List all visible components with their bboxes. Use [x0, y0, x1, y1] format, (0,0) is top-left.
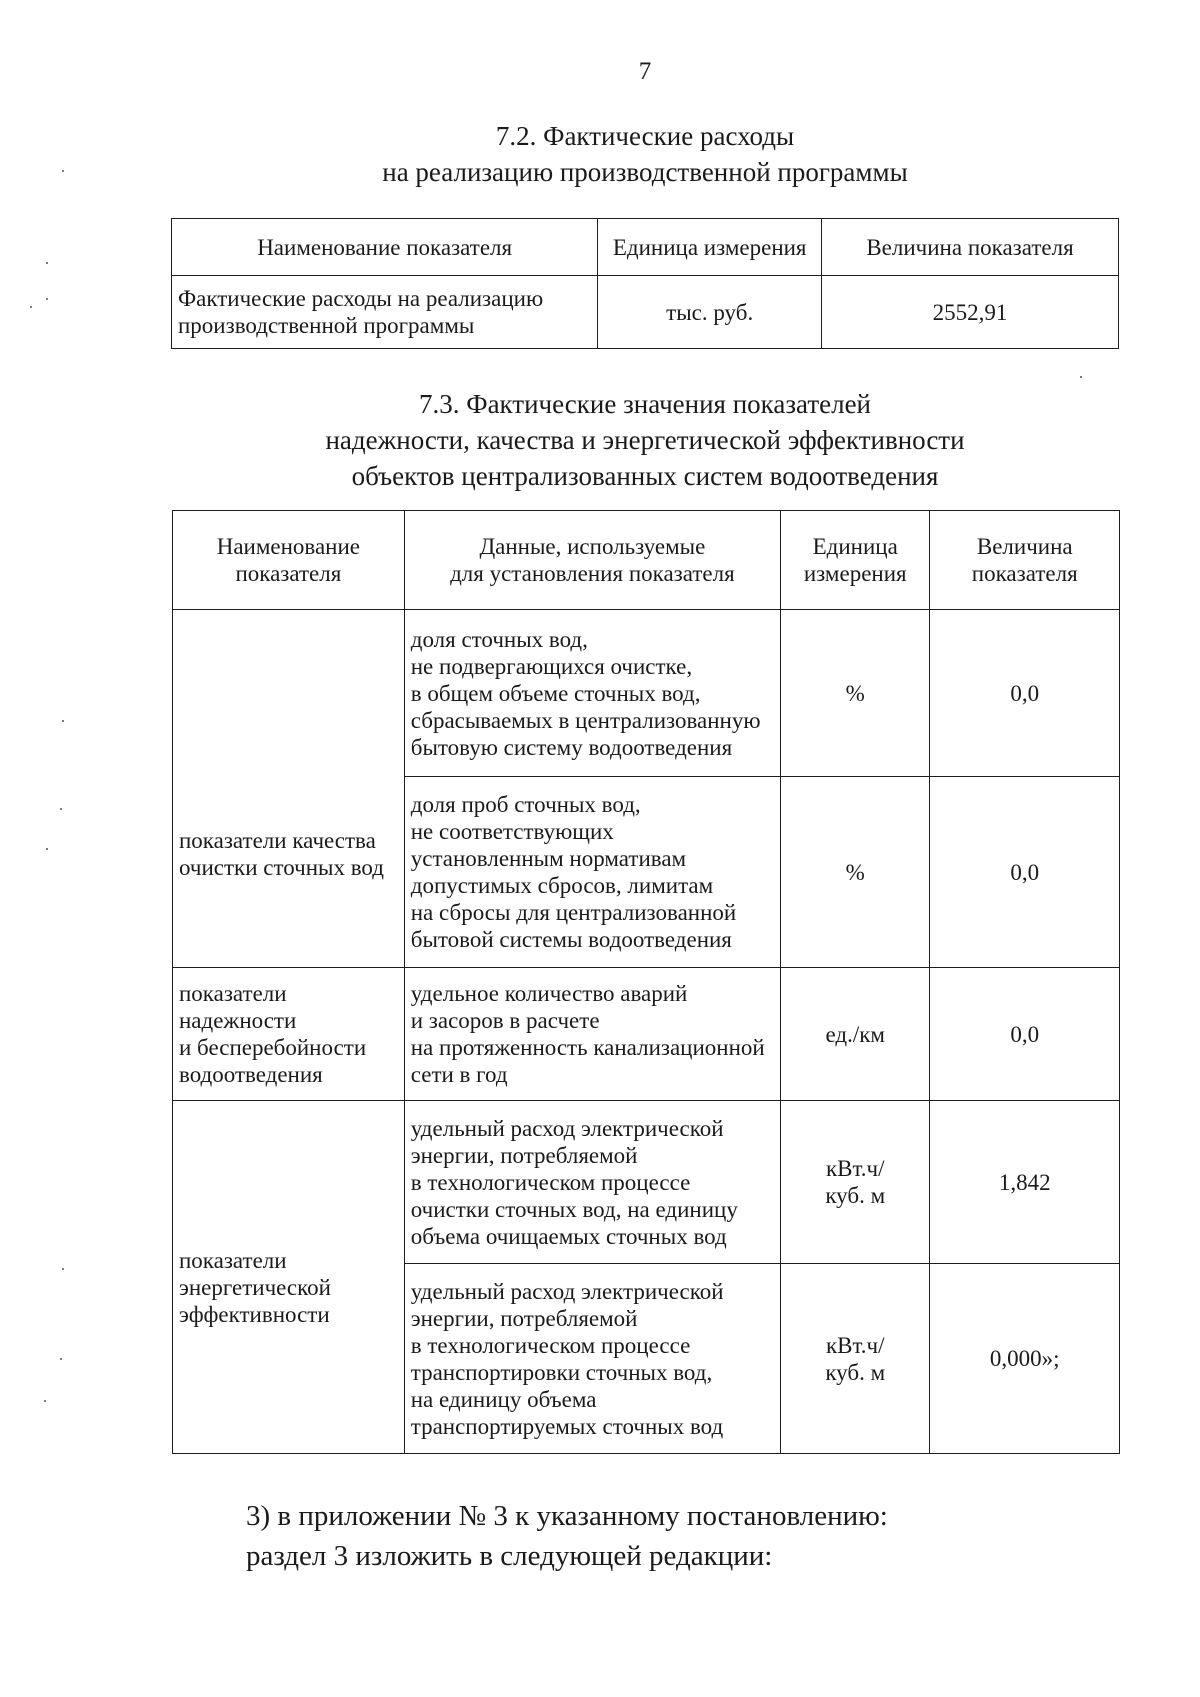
source-data-cell: доля сточных вод, не подвергающихся очистке, в общем объеме сточных вод, сбрасываемых в централизованную бытовую систему водоотведения — [404, 610, 780, 777]
source-data-cell: доля проб сточных вод, не соответствующих установленным нормативам допустимых сбросов, лимитам на сбросы для централизованной бытовой системы водоотведения — [404, 777, 780, 968]
table-header-row — [172, 219, 1119, 276]
unit-cell: кВт.ч/ куб. м — [781, 1264, 930, 1454]
heading-line: на реализацию производственной программы — [382, 157, 908, 187]
source-data-cell: удельное количество аварий и засоров в расчете на протяженность канализационной сети в год — [404, 968, 780, 1101]
table-row — [172, 276, 1119, 349]
scan-speck — [46, 848, 48, 850]
closing-line: раздел 3 изложить в следующей редакции: — [246, 1540, 773, 1572]
table-row — [173, 610, 1120, 777]
unit-cell: тыс. руб. — [598, 276, 822, 349]
scan-speck — [46, 298, 48, 300]
value-cell: 0,0 — [930, 777, 1120, 968]
source-data-cell: удельный расход электрической энергии, потребляемой в технологическом процессе транспортировки сточных вод, на единицу объема транспортируемых сточных вод — [404, 1264, 780, 1454]
scan-speck — [44, 1400, 46, 1402]
header-source-data: Данные, используемые для установления показателя — [404, 511, 780, 610]
group-name-cell: показатели надежности и бесперебойности водоотведения — [173, 968, 405, 1101]
actual-expenses-table — [171, 218, 1119, 349]
value-cell: 2552,91 — [822, 276, 1119, 349]
header-unit: Единица измерения — [598, 219, 822, 276]
header-unit: Единица измерения — [781, 511, 930, 610]
closing-line: 3) в приложении № 3 к указанному постановлению: — [246, 1500, 888, 1532]
header-indicator-name: Наименование показателя — [172, 219, 598, 276]
unit-cell: % — [781, 610, 930, 777]
heading-line: объектов централизованных систем водоотведения — [351, 461, 939, 491]
value-cell: 0,000»; — [930, 1264, 1120, 1454]
heading-line: надежности, качества и энергетической эффективности — [325, 425, 965, 455]
scan-speck — [30, 306, 32, 308]
source-data-cell: удельный расход электрической энергии, потребляемой в технологическом процессе очистки сточных вод, на единицу объема очищаемых сточных вод — [404, 1101, 780, 1264]
scan-speck — [62, 170, 64, 172]
unit-cell: ед./км — [781, 968, 930, 1101]
page-number: 7 — [638, 58, 652, 85]
scan-speck — [46, 262, 48, 264]
value-cell: 1,842 — [930, 1101, 1120, 1264]
section-7-3-heading — [0, 386, 1200, 494]
header-indicator-name: Наименование показателя — [173, 511, 405, 610]
scan-speck — [60, 1358, 62, 1360]
heading-line: 7.3. Фактические значения показателей — [418, 389, 872, 419]
header-value: Величина показателя — [930, 511, 1120, 610]
value-cell: 0,0 — [930, 610, 1120, 777]
unit-cell: % — [781, 777, 930, 968]
section-7-2-heading — [0, 118, 1200, 190]
reliability-quality-efficiency-table — [172, 510, 1120, 1454]
indicator-name-cell: Фактические расходы на реализацию производственной программы — [172, 276, 598, 349]
scan-speck — [60, 808, 62, 810]
unit-cell: кВт.ч/ куб. м — [781, 1101, 930, 1264]
scan-speck — [62, 1268, 64, 1270]
group-name-cell: показатели качества очистки сточных вод — [173, 610, 405, 968]
closing-paragraph — [246, 1496, 888, 1576]
scan-speck — [1080, 376, 1082, 378]
table-row — [173, 968, 1120, 1101]
table-header-row — [173, 511, 1120, 610]
table-row — [173, 1101, 1120, 1264]
scan-speck — [62, 720, 64, 722]
heading-line: 7.2. Фактические расходы — [495, 121, 795, 151]
value-cell: 0,0 — [930, 968, 1120, 1101]
group-name-cell: показатели энергетической эффективности — [173, 1101, 405, 1454]
header-value: Величина показателя — [822, 219, 1119, 276]
